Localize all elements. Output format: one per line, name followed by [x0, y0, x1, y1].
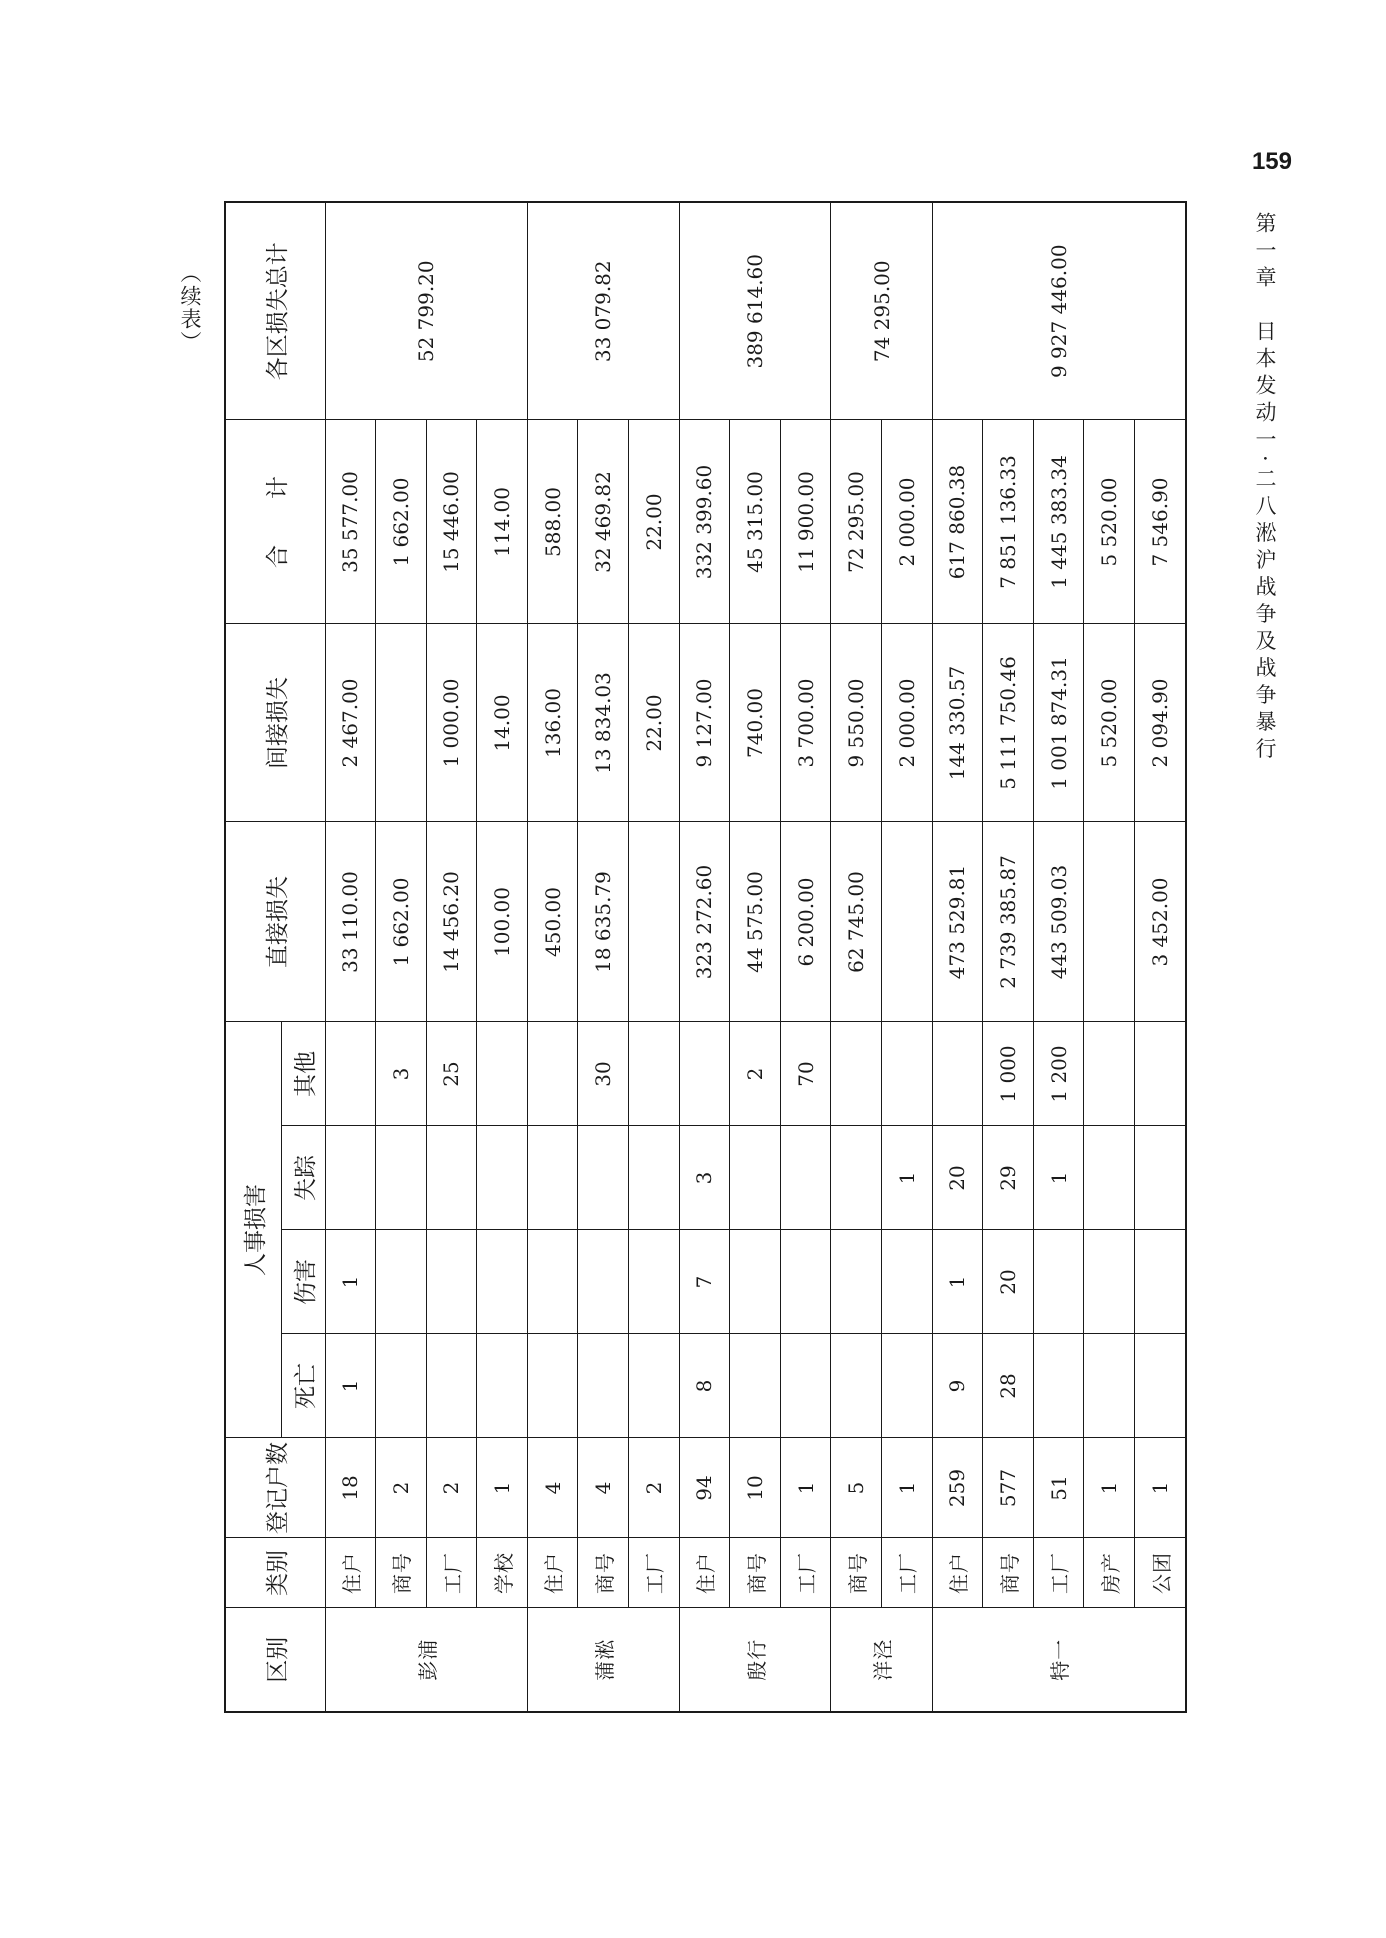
other-cell: [527, 1022, 578, 1126]
injuries-cell: 1: [932, 1230, 983, 1334]
header-other: 其他: [281, 1022, 325, 1126]
category-cell: 学校: [477, 1538, 528, 1608]
missing-cell: [629, 1126, 680, 1230]
indirect-loss-cell: 13 834.03: [578, 624, 629, 822]
other-cell: [932, 1022, 983, 1126]
district-total-cell: 74 295.00: [831, 202, 932, 420]
other-cell: 2: [730, 1022, 781, 1126]
indirect-loss-cell: 1 001 874.31: [1033, 624, 1084, 822]
subtotal-cell: 35 577.00: [325, 420, 376, 624]
table-row: [780, 202, 831, 1712]
injuries-cell: [882, 1230, 933, 1334]
table-row: [983, 202, 1034, 1712]
other-cell: 1 200: [1033, 1022, 1084, 1126]
deaths-cell: 1: [325, 1334, 376, 1438]
district-total-cell: 52 799.20: [325, 202, 527, 420]
missing-cell: [1084, 1126, 1135, 1230]
subtotal-cell: 22.00: [629, 420, 680, 624]
subtotal-cell: 332 399.60: [679, 420, 730, 624]
subtotal-cell: 7 546.90: [1135, 420, 1187, 624]
table-row: [477, 202, 528, 1712]
households-cell: 10: [730, 1438, 781, 1538]
deaths-cell: [426, 1334, 477, 1438]
header-injuries: 伤害: [281, 1230, 325, 1334]
table-row: [325, 202, 376, 1712]
district-cell: 彭浦: [325, 1608, 527, 1712]
households-cell: 1: [780, 1438, 831, 1538]
category-cell: 住户: [932, 1538, 983, 1608]
households-cell: 4: [527, 1438, 578, 1538]
households-cell: 2: [376, 1438, 427, 1538]
header-missing: 失踪: [281, 1126, 325, 1230]
direct-loss-cell: 6 200.00: [780, 822, 831, 1022]
subtotal-cell: 11 900.00: [780, 420, 831, 624]
deaths-cell: [1033, 1334, 1084, 1438]
indirect-loss-cell: 5 111 750.46: [983, 624, 1034, 822]
category-cell: 工厂: [780, 1538, 831, 1608]
category-cell: 商号: [578, 1538, 629, 1608]
direct-loss-cell: 33 110.00: [325, 822, 376, 1022]
deaths-cell: 9: [932, 1334, 983, 1438]
header-direct-loss: 直接损失: [225, 822, 325, 1022]
other-cell: [831, 1022, 882, 1126]
households-cell: 51: [1033, 1438, 1084, 1538]
direct-loss-cell: 3 452.00: [1135, 822, 1187, 1022]
missing-cell: [831, 1126, 882, 1230]
district-cell: 洋泾: [831, 1608, 932, 1712]
households-cell: 2: [629, 1438, 680, 1538]
table-row: [932, 202, 983, 1712]
direct-loss-cell: 62 745.00: [831, 822, 882, 1022]
category-cell: 公团: [1135, 1538, 1187, 1608]
indirect-loss-cell: 2 000.00: [882, 624, 933, 822]
continued-label: （续表）: [178, 262, 202, 354]
injuries-cell: [578, 1230, 629, 1334]
indirect-loss-cell: 9 127.00: [679, 624, 730, 822]
subtotal-cell: 114.00: [477, 420, 528, 624]
other-cell: 1 000: [983, 1022, 1034, 1126]
households-cell: 5: [831, 1438, 882, 1538]
households-cell: 1: [882, 1438, 933, 1538]
households-cell: 1: [477, 1438, 528, 1538]
deaths-cell: [1084, 1334, 1135, 1438]
direct-loss-cell: 44 575.00: [730, 822, 781, 1022]
category-cell: 工厂: [1033, 1538, 1084, 1608]
category-cell: 工厂: [629, 1538, 680, 1608]
loss-table: [224, 201, 1187, 1713]
households-cell: 4: [578, 1438, 629, 1538]
missing-cell: [325, 1126, 376, 1230]
table-row: [1135, 202, 1187, 1712]
other-cell: [325, 1022, 376, 1126]
header-district: 区别: [225, 1608, 325, 1712]
category-cell: 住户: [325, 1538, 376, 1608]
page-number: 159: [1251, 148, 1292, 175]
subtotal-cell: 7 851 136.33: [983, 420, 1034, 624]
table-row: [679, 202, 730, 1712]
table-row: [527, 202, 578, 1712]
header-indirect-loss: 间接损失: [225, 624, 325, 822]
households-cell: 1: [1084, 1438, 1135, 1538]
rotated-table-container: [224, 203, 1187, 1713]
category-cell: 商号: [983, 1538, 1034, 1608]
indirect-loss-cell: 5 520.00: [1084, 624, 1135, 822]
deaths-cell: [477, 1334, 528, 1438]
category-cell: 商号: [376, 1538, 427, 1608]
table-row: [629, 202, 680, 1712]
category-cell: 商号: [730, 1538, 781, 1608]
other-cell: [629, 1022, 680, 1126]
table-row: [376, 202, 427, 1712]
table-row: [882, 202, 933, 1712]
injuries-cell: 1: [325, 1230, 376, 1334]
district-total-cell: 389 614.60: [679, 202, 831, 420]
missing-cell: [578, 1126, 629, 1230]
direct-loss-cell: 473 529.81: [932, 822, 983, 1022]
injuries-cell: [780, 1230, 831, 1334]
table-row: [426, 202, 477, 1712]
deaths-cell: [780, 1334, 831, 1438]
missing-cell: [527, 1126, 578, 1230]
deaths-cell: [376, 1334, 427, 1438]
category-cell: 住户: [679, 1538, 730, 1608]
subtotal-cell: 15 446.00: [426, 420, 477, 624]
direct-loss-cell: 2 739 385.87: [983, 822, 1034, 1022]
missing-cell: 3: [679, 1126, 730, 1230]
header-households: 登记户数: [225, 1438, 325, 1538]
other-cell: 30: [578, 1022, 629, 1126]
indirect-loss-cell: 2 094.90: [1135, 624, 1187, 822]
other-cell: [882, 1022, 933, 1126]
table-row: [1033, 202, 1084, 1712]
table-row: [831, 202, 882, 1712]
indirect-loss-cell: 2 467.00: [325, 624, 376, 822]
direct-loss-cell: 443 509.03: [1033, 822, 1084, 1022]
category-cell: 房产: [1084, 1538, 1135, 1608]
indirect-loss-cell: 3 700.00: [780, 624, 831, 822]
injuries-cell: [831, 1230, 882, 1334]
injuries-cell: [1135, 1230, 1187, 1334]
injuries-cell: [376, 1230, 427, 1334]
category-cell: 商号: [831, 1538, 882, 1608]
households-cell: 94: [679, 1438, 730, 1538]
category-cell: 住户: [527, 1538, 578, 1608]
subtotal-cell: 2 000.00: [882, 420, 933, 624]
injuries-cell: [629, 1230, 680, 1334]
deaths-cell: 28: [983, 1334, 1034, 1438]
other-cell: 70: [780, 1022, 831, 1126]
table-row: [1084, 202, 1135, 1712]
households-cell: 1: [1135, 1438, 1187, 1538]
injuries-cell: [1084, 1230, 1135, 1334]
households-cell: 259: [932, 1438, 983, 1538]
direct-loss-cell: 450.00: [527, 822, 578, 1022]
deaths-cell: [1135, 1334, 1187, 1438]
other-cell: 25: [426, 1022, 477, 1126]
district-cell: 蒲淞: [527, 1608, 679, 1712]
category-cell: 工厂: [882, 1538, 933, 1608]
injuries-cell: [730, 1230, 781, 1334]
direct-loss-cell: 100.00: [477, 822, 528, 1022]
deaths-cell: [882, 1334, 933, 1438]
header-subtotal: 合 计: [225, 420, 325, 624]
injuries-cell: [527, 1230, 578, 1334]
direct-loss-cell: 323 272.60: [679, 822, 730, 1022]
missing-cell: [780, 1126, 831, 1230]
subtotal-cell: 32 469.82: [578, 420, 629, 624]
missing-cell: [1135, 1126, 1187, 1230]
district-total-cell: 33 079.82: [527, 202, 679, 420]
indirect-loss-cell: 144 330.57: [932, 624, 983, 822]
missing-cell: [477, 1126, 528, 1230]
header-category: 类别: [225, 1538, 325, 1608]
indirect-loss-cell: 1 000.00: [426, 624, 477, 822]
subtotal-cell: 5 520.00: [1084, 420, 1135, 624]
subtotal-cell: 45 315.00: [730, 420, 781, 624]
subtotal-cell: 1 662.00: [376, 420, 427, 624]
deaths-cell: [527, 1334, 578, 1438]
missing-cell: [376, 1126, 427, 1230]
direct-loss-cell: [1084, 822, 1135, 1022]
injuries-cell: [1033, 1230, 1084, 1334]
indirect-loss-cell: 9 550.00: [831, 624, 882, 822]
deaths-cell: [629, 1334, 680, 1438]
header-district-total: 各区损失总计: [225, 202, 325, 420]
missing-cell: [426, 1126, 477, 1230]
indirect-loss-cell: 740.00: [730, 624, 781, 822]
district-cell: 特一: [932, 1608, 1186, 1712]
direct-loss-cell: [882, 822, 933, 1022]
district-total-cell: 9 927 446.00: [932, 202, 1186, 420]
deaths-cell: [730, 1334, 781, 1438]
deaths-cell: [831, 1334, 882, 1438]
indirect-loss-cell: [376, 624, 427, 822]
subtotal-cell: 72 295.00: [831, 420, 882, 624]
subtotal-cell: 617 860.38: [932, 420, 983, 624]
injuries-cell: [426, 1230, 477, 1334]
table-body: [325, 202, 1186, 1712]
injuries-cell: 20: [983, 1230, 1034, 1334]
chapter-running-title: 第一章 日本发动一·二八淞沪战争及战争暴行: [1253, 212, 1277, 765]
direct-loss-cell: 1 662.00: [376, 822, 427, 1022]
deaths-cell: 8: [679, 1334, 730, 1438]
table-row: [578, 202, 629, 1712]
category-cell: 工厂: [426, 1538, 477, 1608]
households-cell: 577: [983, 1438, 1034, 1538]
deaths-cell: [578, 1334, 629, 1438]
subtotal-cell: 1 445 383.34: [1033, 420, 1084, 624]
injuries-cell: [477, 1230, 528, 1334]
other-cell: [477, 1022, 528, 1126]
injuries-cell: 7: [679, 1230, 730, 1334]
households-cell: 2: [426, 1438, 477, 1538]
indirect-loss-cell: 22.00: [629, 624, 680, 822]
direct-loss-cell: [629, 822, 680, 1022]
households-cell: 18: [325, 1438, 376, 1538]
missing-cell: 1: [882, 1126, 933, 1230]
header-casualties: 人事损害: [225, 1022, 281, 1438]
other-cell: 3: [376, 1022, 427, 1126]
missing-cell: [730, 1126, 781, 1230]
missing-cell: 1: [1033, 1126, 1084, 1230]
direct-loss-cell: 18 635.79: [578, 822, 629, 1022]
indirect-loss-cell: 14.00: [477, 624, 528, 822]
direct-loss-cell: 14 456.20: [426, 822, 477, 1022]
header-deaths: 死亡: [281, 1334, 325, 1438]
other-cell: [679, 1022, 730, 1126]
indirect-loss-cell: 136.00: [527, 624, 578, 822]
district-cell: 殷行: [679, 1608, 831, 1712]
missing-cell: 20: [932, 1126, 983, 1230]
missing-cell: 29: [983, 1126, 1034, 1230]
table-row: [730, 202, 781, 1712]
other-cell: [1135, 1022, 1187, 1126]
subtotal-cell: 588.00: [527, 420, 578, 624]
other-cell: [1084, 1022, 1135, 1126]
